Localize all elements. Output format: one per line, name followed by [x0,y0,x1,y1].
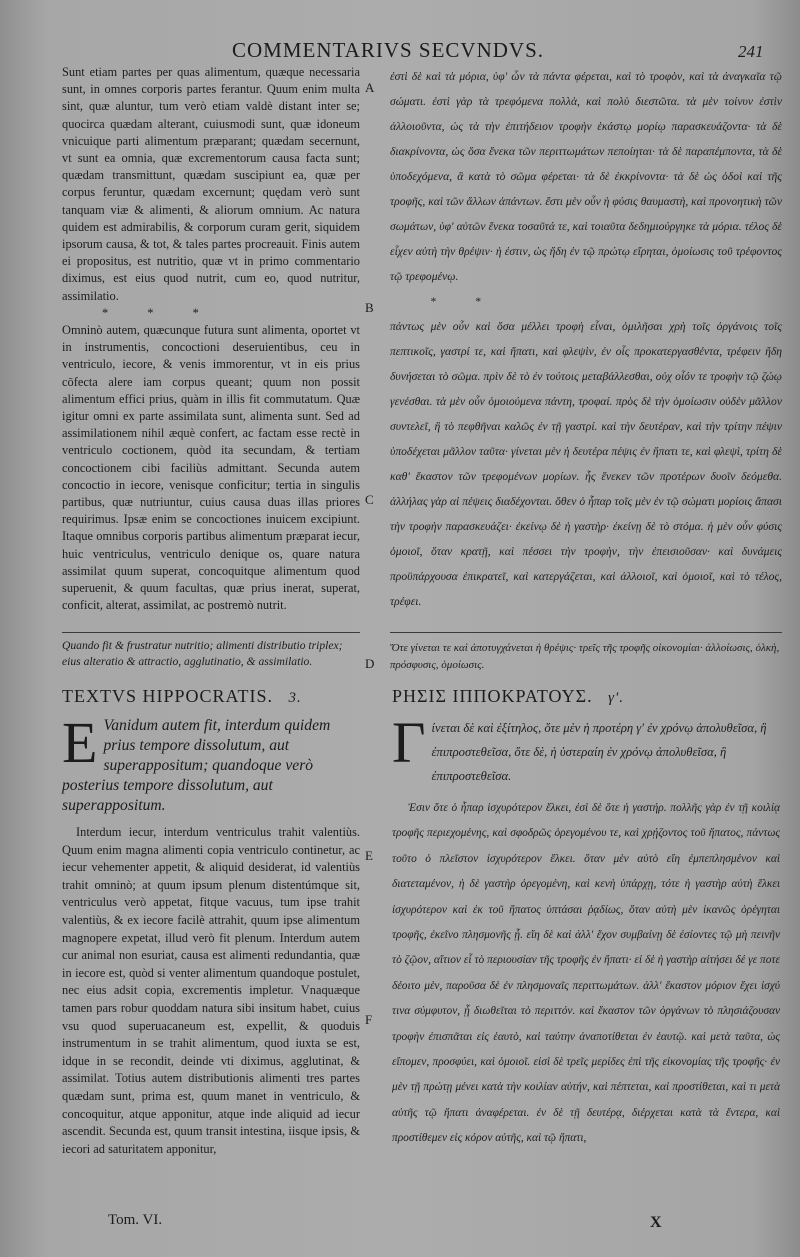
latin-heading-label: TEXTVS HIPPOCRATIS. [62,686,274,706]
latin-commentary [62,64,360,615]
running-title: COMMENTARIVS SECVNDVS. [232,38,545,62]
margin-letter-e: E [365,848,373,863]
signature-mark: X [650,1214,662,1231]
running-header [0,38,800,66]
hippocrates-greek [392,710,780,1152]
hippocrates-latin [62,710,360,1158]
hippocrates-latin-text: Vanidum autem fit, interdum quidem prius tempore dissolutum, aut superappositum; quandoque verò posterius tempore dissolutum, aut superappositum. [62,717,331,814]
greek-section-heading [392,686,624,707]
latin-stars: * * * [102,305,217,320]
hippocrates-greek-commentary: Ἐσιν ὅτε ὁ ἧπαρ ἰσχυρότερον ἕλκει, ἐσὶ δὲ ὅτε ἡ γαστήρ. πολλῆς γὰρ ἐν τῇ κοιλίᾳ τροφῆς περιεχομένης, καὶ σφοδρῶς ὀρεγομένου τε, καὶ χρῄζοντος τοῦ ἥπατος, πάντως τοῦτο ὁ πλεῖστον ἰσχυρότερον ἕλκει. ὅταν μὲν αὐτὸ εἴη ἐμπεπλησμένον καὶ διατεταμένον, ἡ δὲ γαστὴρ ὀρεγομένη, καὶ κενὴ ὑπάρχῃ, τότε ἡ γαστὴρ αὐτὴ ἕλκει ἰσχυρότερον καὶ ἐκ τοῦ ἥπατος ὑπτάσαι ῥᾳδίως, ὅταν αὐτὴ μὲν ἱκανῶς ὀρέγηται τροφῆς, ἐκεῖνο πλησμονῆς ᾖ. εἴη δὲ καὶ ἀλλ' ἔχον συμβαίνῃ δὲ ἐσίοντες τῷ μὴ πεινῆν τὸ ζῷον, αἴτιον εἶ τὸ περιουσίαν τῆς τροφῆς ἐν ἥπατι· εἰ δὲ ἡ γαστὴρ αἰτήσει δέ γε ποτε δέοιτο μὲν, παροῦσα δὲ ἐν πλησμοναῖς περιττωμάτων. ἀλλ' ἕκαστον μόριον ἔχει ἰσχύ τινα σύμφυτον, ᾗ διωθεῖται τὸ περιττόν. καὶ ἕκαστον τῶν ὀργάνων τὸ πλησιάζουσαν τροφὴν ἐπισπᾶται εἰς ἑαυτὸ, καὶ ταύτην ἀναποτίθεται ἐν ἑαυτῷ. καὶ μετὰ ταῦτα, ὡς εἴπομεν, προσφύει, καὶ ὁμοιοῖ. εἰσὶ δὲ τρεῖς μερίδες ἐπὶ τῆς εἰκονομίας τῆς τροφῆς· ἐν μὲν τῇ πρώτῃ μένει κατὰ τὴν κοιλίαν αὐτήν, καὶ πέπτεται, καὶ προστίθεται, καὶ τι μετὰ αὐτῆς τῷ ἥπατι ἀναφέρεται. ἐν δὲ τῇ δευτέρᾳ, διέρχεται κατὰ τὰ ἔντερα, καὶ προστίθεμεν εἰς κόρον αὐτῆς, καὶ τῷ ἥπατι, [392,802,780,1145]
summary-rule-latin [62,632,360,633]
hippocrates-latin-commentary: Interdum iecur, interdum ventriculus trahit valentiùs. Quum enim magna alimenti copia ventriculo continetur, ac iecur vehementer appetit, & aliquid desiderat, id valentiùs trahit omninò; at quum ipsum plenum distentúmque sit, ventriculus verò appetat, fitque vacuus, tum ipse trahit valentiùs, & ex iecore facilè attrahit, quum ipse alimentum magnopere expetat, illud verò fit plenum. Interdum autem cur animal non esuriat, causa est alimenti redundantia, quæ in iecore est, quòd si venter alimentum quandoque postulet, nec eius adsit copia, excrementis impletur. Vnaquæque tamen pars robur quoddam natura sibi insitum habet, cuius vsu quod superuacaneum est, expellit, & quoduis instrumentum in se trahit alimentum, quod iuxta se est, idque in se recondit, deinde vti diximus, agglutinat, & assimilat. Totius autem distributionis alimenti tres partes quædam sunt, prima est, quum manet in ventriculo, & concoquitur, atque apponitur, atque inde aliquid ad iecur ascendit. Secunda est, quum transit intestina, iisque ipsis, & iecori ad saturitatem apponitur, [62,825,360,1156]
latin-paragraph: Omninò autem, quæcunque futura sunt alimenta, oportet vt in instrumentis, concoctioni deseruientibus, ceu in ventriculo, iecore, & venis immorentur, vt in eis prius cōfecta alere iam corpus queant; quum non possit alimentum effici prius, quàm in illis fit commutatum. Quæ igitur omni ex parte assimilata sunt, alimenta sunt. Sed ad assimilationem nihil æquè confert, ac factam esse rectè in ventriculo coctionem, quòd ita secundam, & tertiam concoctionem cibi faciliùs admittant. Secunda autem concoctio in iecore, venisque conficitur; tertia in singulis partibus, quæ nutriuntur, cuius causa duas illas priores requirimus. Ipsæ enim se concoctiones inuicem excipiunt. Itaque omnibus corporis partibus alimentum præparat iecur, huic ventriculus, ventriculo denique os, quare natura assimilat quum superat, concoquitque alimentum quod superuenit, & quum facultas, quæ prius inerat, superat, conficit, alterat, assimilat, ac postremò nutrit. [62,323,360,613]
summary-rule-greek [390,632,782,633]
page-number: 241 [738,42,764,61]
greek-commentary [390,64,782,614]
margin-letter-a: A [365,80,375,95]
drop-cap-greek: Γ [392,710,426,775]
latin-section-heading [62,686,302,707]
drop-cap-latin: E [62,710,98,775]
greek-heading-label: ΡΗΣΙΣ ΙΠΠΟΚΡΑΤΟΥΣ. [392,686,593,706]
volume-label: Tom. VI. [108,1212,163,1228]
greek-heading-number: γ'. [608,690,624,706]
latin-summary: Quando fit & frustratur nutritio; alimenti distributio triplex; eius alteratio & attractio, agglutinatio, & assimilatio. [62,639,343,668]
greek-paragraph: πάντως μὲν οὖν καὶ ὅσα μέλλει τροφὴ εἶναι, ὁμιλῆσαι χρὴ τοῖς ὀργάνοις τοῖς πεπτικοῖς, γαστρί τε, καὶ ἥπατι, καὶ φλεψὶν, ἐν οἷς προκατεργασθέντα, τρέφειν ἤδη δυνήσεται τὸ σῶμα. πρὶν δὲ τὸ ἐν τούτοις μεταβάλλεσθαι, οὐχ οἷόν τε τροφὴν τῷ ζώῳ γενέσθαι. τὰ μὲν οὖν ὁμοιούμενα πάντη, τροφαί. πρὸς δὲ τὴν ὁμοίωσιν οὐδὲν μᾶλλον συντελεῖ, ἢ τὸ πεφθῆναι καλῶς ἐν τῇ γαστρί. καὶ τὴν δευτέραν, καὶ τὴν τρίτην πέψιν ὑποδέχεται μᾶλλον ταῦτα· γίνεται μὲν ἡ δευτέρα πέψις ἐν ἥπατι τε, καὶ φλεψὶ, τρίτη δὲ καθ' ἕκαστον τῶν τρεφομένων μορίων. ἧς ἕνεκεν τῶν προτέρων δυοῖν δεόμεθα. ἀλλήλας γὰρ αἱ πέψεις διαδέχονται. ὅθεν ὁ ἧπαρ τοῖς μὲν ἐν τῷ σώματι μορίοις ἅπασι τὴν τροφὴν παρασκευάζει· ἐκείνῳ δὲ ἡ γαστὴρ· ἐκείνῃ δὲ τὸ στόμα. ἡ μὲν οὖν φύσις ὁμοιοῖ, ὅταν κρατῇ, καὶ πέσσει τὴν τροφὴν, τὴν ἐπεισιοῦσαν· καὶ δυνάμεις προϋπάρχουσα ἐπικρατεῖ, καὶ κατεργάζεται, καὶ ἀλλοιοῖ, καὶ ὁμοιοῖ, καὶ τὸ τέλος, τρέφει. [390,320,782,608]
margin-letter-f: F [365,1012,373,1027]
margin-letter-d: D [365,656,375,671]
hippocrates-greek-text: ίνεται δὲ καὶ ἐξίτηλος, ὅτε μὲν ἡ προτέρη γ' ἐν χρόνῳ ἀπολυθεῖσα, ἢ ἐπιπροστεθεῖσα, ὅτε δὲ, ἡ ὑστεραίη ἐν χρόνῳ ἀπολυθεῖσα, ἢ ἐπιπροστεθεῖσα. [431,721,767,783]
latin-paragraph: Sunt etiam partes per quas alimentum, quæque necessaria sunt, in omnes corporis partes ferantur. Quum enim multa sint, quæ aluntur, tum verò etiam valdè distant inter se; quocirca quædam alterant, cuiusmodi sunt, quæ idoneum vnicuique parti alimentum præparant; quædam secernunt, vt sunt ea omnia, quæ excrementorum causa facta sunt; quædam transmittunt, quædam suscipiunt ea, quæ per corpus feruntur, quædam excernunt; quędam verò sunt tanquam viæ & alimenti, & aliorum omnium. Ac natura quidem est admirabilis, & corporum curam gerit, siquidem ipsorum causa, & tot, & tales partes procreauit. Finis autem ei propositus, est nutritio, quæ vt in primo commentario diximus, est eius quod nutrit, cum eo, quod nutritur, assimilatio. [62,65,360,303]
greek-stars: * * [430,295,499,308]
margin-letter-c: C [365,492,374,507]
latin-heading-number: 3. [288,690,302,706]
greek-summary: Ὅτε γίνεται τε καὶ ἀποτυγχάνεται ἡ θρέψις· τρεῖς τῆς τροφῆς οἰκονομίαι· ἀλλοίωσις, ὁλκὴ, πρόσφυσις, ὁμοίωσις. [390,642,780,671]
greek-paragraph: ἐστὶ δὲ καὶ τὰ μόρια, ὑφ' ὧν τὰ πάντα φέρεται, καὶ τὸ τροφὸν, καὶ τὰ ἀναγκαῖα τῷ σώματι. ἐστὶ γὰρ τὰ τρεφόμενα πολλὰ, καὶ πολὺ διεστῶτα. τὰ μὲν τοίνυν ἐστὶν ἀλλοιοῦντα, ὡς τὰ τὴν ἐπιτήδειον τροφὴν ἑκάστῳ μορίῳ παρασκευάζοντα· τὰ δὲ διακρίνοντα, ὡς ὅσα ἕνεκα τῶν περιττωμάτων πεποίηται· τὰ δὲ παραπέμποντα, τὰ δὲ ὑποδεχόμενα, ἃ κατὰ τὸ σῶμα φέρεται· τὰ δὲ ἐκκρίνοντα· τὰ δὲ ὡς ὁδοὶ καὶ τῆς τροφῆς, καὶ τῶν ἄλλων ἁπάντων. ἔστι μὲν οὖν ἡ φύσις θαυμαστὴ, καὶ προνοητικὴ τῶν σωμάτων, ὑφ' αὐτῶν ἕνεκα τοσαῦτά τε, καὶ τοιαῦτα δεδημιούργηκε τὰ μόρια. τέλος δὲ εἶχεν αὐτὴ τὴν θρέψιν· ἡ ἐστιν, ὡς ἤδη ἐν τῷ πρώτῳ εἴρηται, ὁμοίωσις τοῦ τρέφοντος τῷ τρεφομένῳ. [390,70,782,283]
margin-letter-b: B [365,300,374,315]
